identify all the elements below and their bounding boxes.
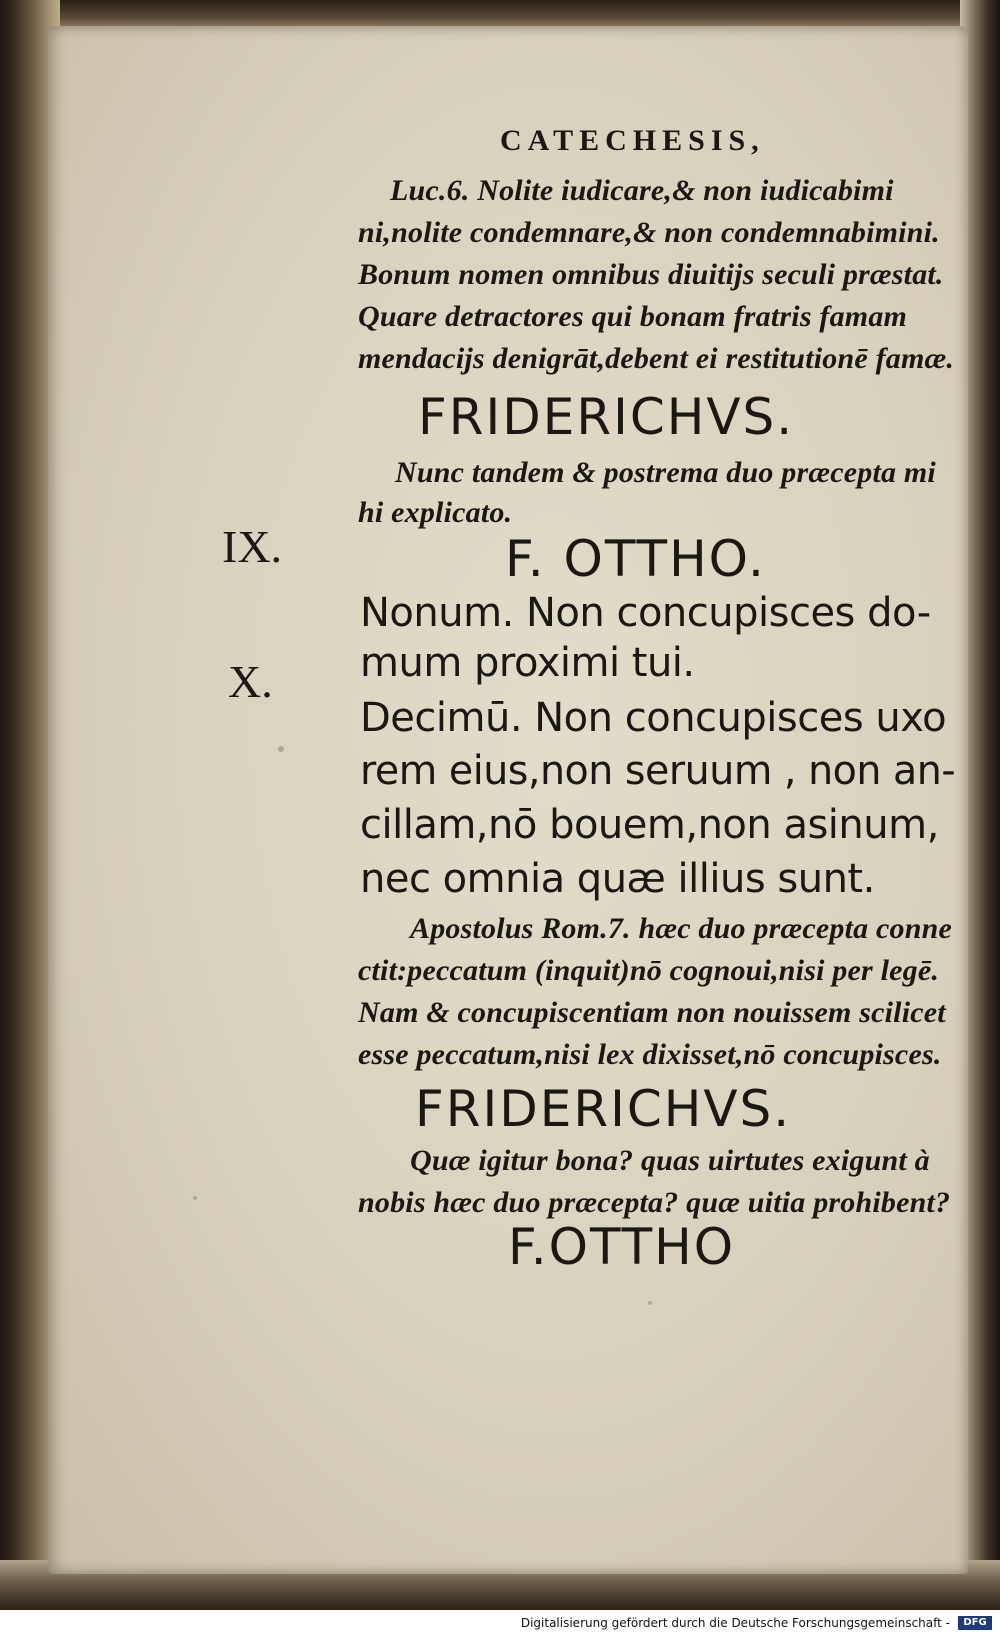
paper-speck: [278, 746, 284, 752]
speaker-heading: FRIDERICHVS.: [415, 1080, 792, 1138]
commandment-line: Nonum. Non concupisces do-: [360, 590, 931, 636]
speaker-heading: F.OTTHO: [508, 1218, 736, 1276]
commandment-line: rem eius,non seruum , non an-: [360, 748, 956, 794]
text-line: ctit:peccatum (inquit)nō cognoui,nisi per legē.: [358, 954, 940, 987]
text-line: mendacijs denigrāt,debent ei restitutionē famæ.: [358, 342, 955, 375]
speaker-heading: FRIDERICHVS.: [418, 388, 795, 446]
text-line: Quæ igitur bona? quas uirtutes exigunt à: [410, 1144, 930, 1177]
commandment-line: mum proximi tui.: [360, 640, 695, 686]
margin-numeral-ix: IX.: [222, 521, 283, 572]
paper-speck: [648, 1301, 652, 1305]
funding-notice: Digitalisierung gefördert durch die Deutsche Forschungsgemeinschaft -: [520, 1616, 950, 1630]
commandment-line: Decimū. Non concupisces uxo: [360, 695, 947, 741]
running-head: CATECHESIS,: [500, 124, 765, 157]
dfg-logo: DFG: [958, 1616, 992, 1630]
footer-bar: [0, 1610, 1000, 1637]
text-line: Quare detractores qui bonam fratris famam: [358, 300, 908, 333]
speaker-heading: F. OTTHO.: [505, 530, 766, 588]
text-line: esse peccatum,nisi lex dixisset,nō concupisces.: [358, 1038, 942, 1071]
text-line: hi explicato.: [358, 496, 513, 529]
margin-numeral-x: X.: [228, 656, 273, 707]
text-line: nobis hæc duo præcepta? quæ uitia prohibent?: [358, 1186, 951, 1219]
text-line: Bonum nomen omnibus diuitijs seculi præstat.: [358, 258, 944, 291]
text-line: Luc.6. Nolite iudicare,& non iudicabimi: [390, 174, 894, 207]
text-line: Nunc tandem & postrema duo præcepta mi: [395, 456, 936, 489]
paper-speck: [193, 1196, 197, 1200]
text-line: Apostolus Rom.7. hæc duo præcepta conne: [410, 912, 953, 945]
text-line: ni,nolite condemnare,& non condemnabimini.: [358, 216, 940, 249]
commandment-line: cillam,nō bouem,non asinum,: [360, 802, 939, 848]
text-line: Nam & concupiscentiam non nouissem scilicet: [358, 996, 946, 1029]
commandment-line: nec omnia quæ illius sunt.: [360, 856, 875, 902]
